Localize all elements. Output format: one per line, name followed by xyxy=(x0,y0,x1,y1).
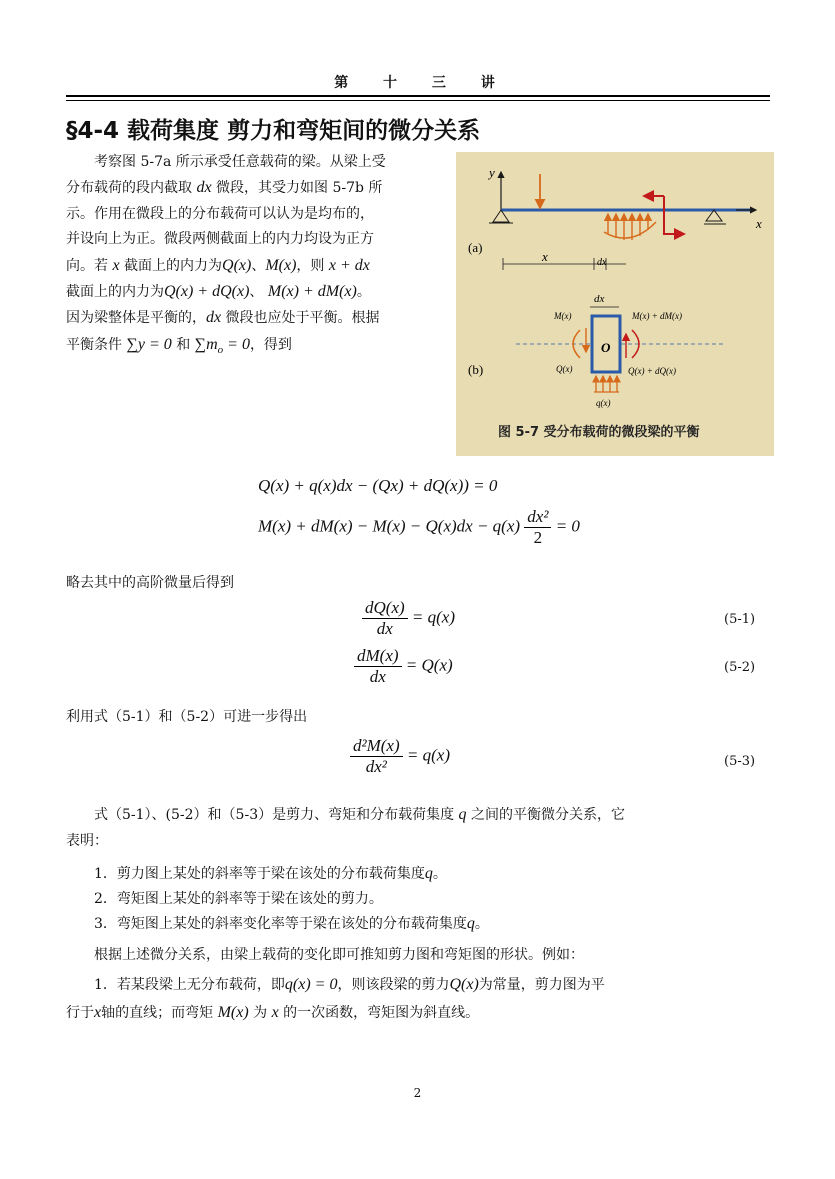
intro-line: 截面上的内力为Q(x) + dQ(x)、 M(x) + dM(x)。 xyxy=(66,283,371,301)
equation-number: (5-1) xyxy=(724,612,756,627)
panel-a-label: (a) xyxy=(468,240,483,255)
intro-line: 向。若 x 截面上的内力为Q(x)、M(x)，则 x + dx xyxy=(66,256,370,274)
section-title: §4-4 载荷集度 剪力和弯矩间的微分关系 xyxy=(66,118,481,144)
intro-paragraph xyxy=(66,150,451,363)
relation-line: 表明： xyxy=(66,833,108,849)
point-item: 2．弯矩图上某处的斜率等于梁在该处的剪力。 xyxy=(94,891,383,907)
infer-text: 根据上述微分关系，由梁上载荷的变化即可推知剪力图和弯矩图的形状。例如： xyxy=(94,947,584,963)
omit-text: 略去其中的高阶微量后得到 xyxy=(66,575,234,591)
intro-line: 示。作用在微段上的分布载荷可以认为是均布的， xyxy=(66,205,374,222)
b-shear-right-label: Q(x) + dQ(x) xyxy=(628,366,677,376)
b-origin-label: O xyxy=(601,340,611,355)
point-item: 3．弯矩图上某处的斜率变化率等于梁在该处的分布载荷集度q。 xyxy=(94,915,489,932)
page-number: 2 xyxy=(413,1086,422,1100)
b-moment-left-label: M(x) xyxy=(554,311,572,321)
x-axis-label: x xyxy=(756,216,762,231)
equation-5-2: $\frac{dM(x)}{dx}$ = Q(x) xyxy=(354,646,453,687)
equation-5-3: $\frac{\text{d²M(x)}}{\text{dx²}}$ = q(x) xyxy=(350,736,450,777)
equation-number: (5-3) xyxy=(724,754,756,769)
beam-diagram xyxy=(456,152,774,456)
equation-5-1: $\frac{dQ(x)}{dx}$ = q(x) xyxy=(362,598,455,639)
case-1-line: 行于x轴的直线；而弯矩 M(x) 为 x 的一次函数，弯矩图为斜直线。 xyxy=(66,1004,480,1021)
header-rule-thick xyxy=(66,95,770,97)
relation-line: 式（5-1）、(5-2）和（5-3）是剪力、弯矩和分布载荷集度 q 之间的平衡微分关系，它 xyxy=(94,806,625,823)
intro-line: 并设向上为正。微段两侧截面上的内力均设为正方 xyxy=(66,231,374,248)
equation-number: (5-2) xyxy=(724,660,756,675)
figure-5-7 xyxy=(456,152,774,456)
figure-caption: 图 5-7 受分布载荷的微段梁的平衡 xyxy=(498,425,700,440)
point-item: 1．剪力图上某处的斜率等于梁在该处的分布载荷集度q。 xyxy=(94,865,447,882)
running-header: 第 十 三 讲 xyxy=(334,75,501,91)
case-1-line: 1．若某段梁上无分布载荷，即q(x) = 0，则该段梁的剪力Q(x)为常量，剪力图为平 xyxy=(94,976,605,993)
b-load-arrows xyxy=(596,376,617,392)
header-rule-thin xyxy=(66,100,770,101)
panel-b-label: (b) xyxy=(468,362,484,377)
roller-support-right xyxy=(706,210,722,221)
intro-line: 平衡条件 ∑y = 0 和 $\sum m_o = 0$，得到 xyxy=(66,335,292,356)
moment-equilibrium-equation: M(x) + dM(x) − M(x) − Q(x)dx − q(x) $\frac{\text{dx²}}{2}$ = 0 xyxy=(258,507,580,547)
intro-line: 分布载荷的段内截取 dx 微段，其受力如图 5-7b 所 xyxy=(66,179,383,197)
pin-support-left xyxy=(493,210,509,222)
b-moment-right-label: M(x) + dM(x) xyxy=(632,311,683,321)
moment-bracket xyxy=(664,196,684,234)
b-shear-left-label: Q(x) xyxy=(556,364,573,374)
intro-line: 因为梁整体是平衡的，dx 微段也应处于平衡。根据 xyxy=(66,309,380,327)
b-distributed-load-label: q(x) xyxy=(596,398,611,408)
y-axis-label: y xyxy=(489,165,495,180)
force-equilibrium-equation: Q(x) + q(x)dx − (Qx) + dQ(x)) = 0 xyxy=(258,476,498,495)
intro-line: 考察图 5-7a 所示承受任意载荷的梁。从梁上受 xyxy=(94,154,386,170)
dx-dimension-label: dx xyxy=(597,257,607,268)
derive-text: 利用式（5-1）和（5-2）可进一步得出 xyxy=(66,709,308,725)
x-dimension-label: x xyxy=(542,249,548,264)
b-dx-label: dx xyxy=(594,293,605,305)
